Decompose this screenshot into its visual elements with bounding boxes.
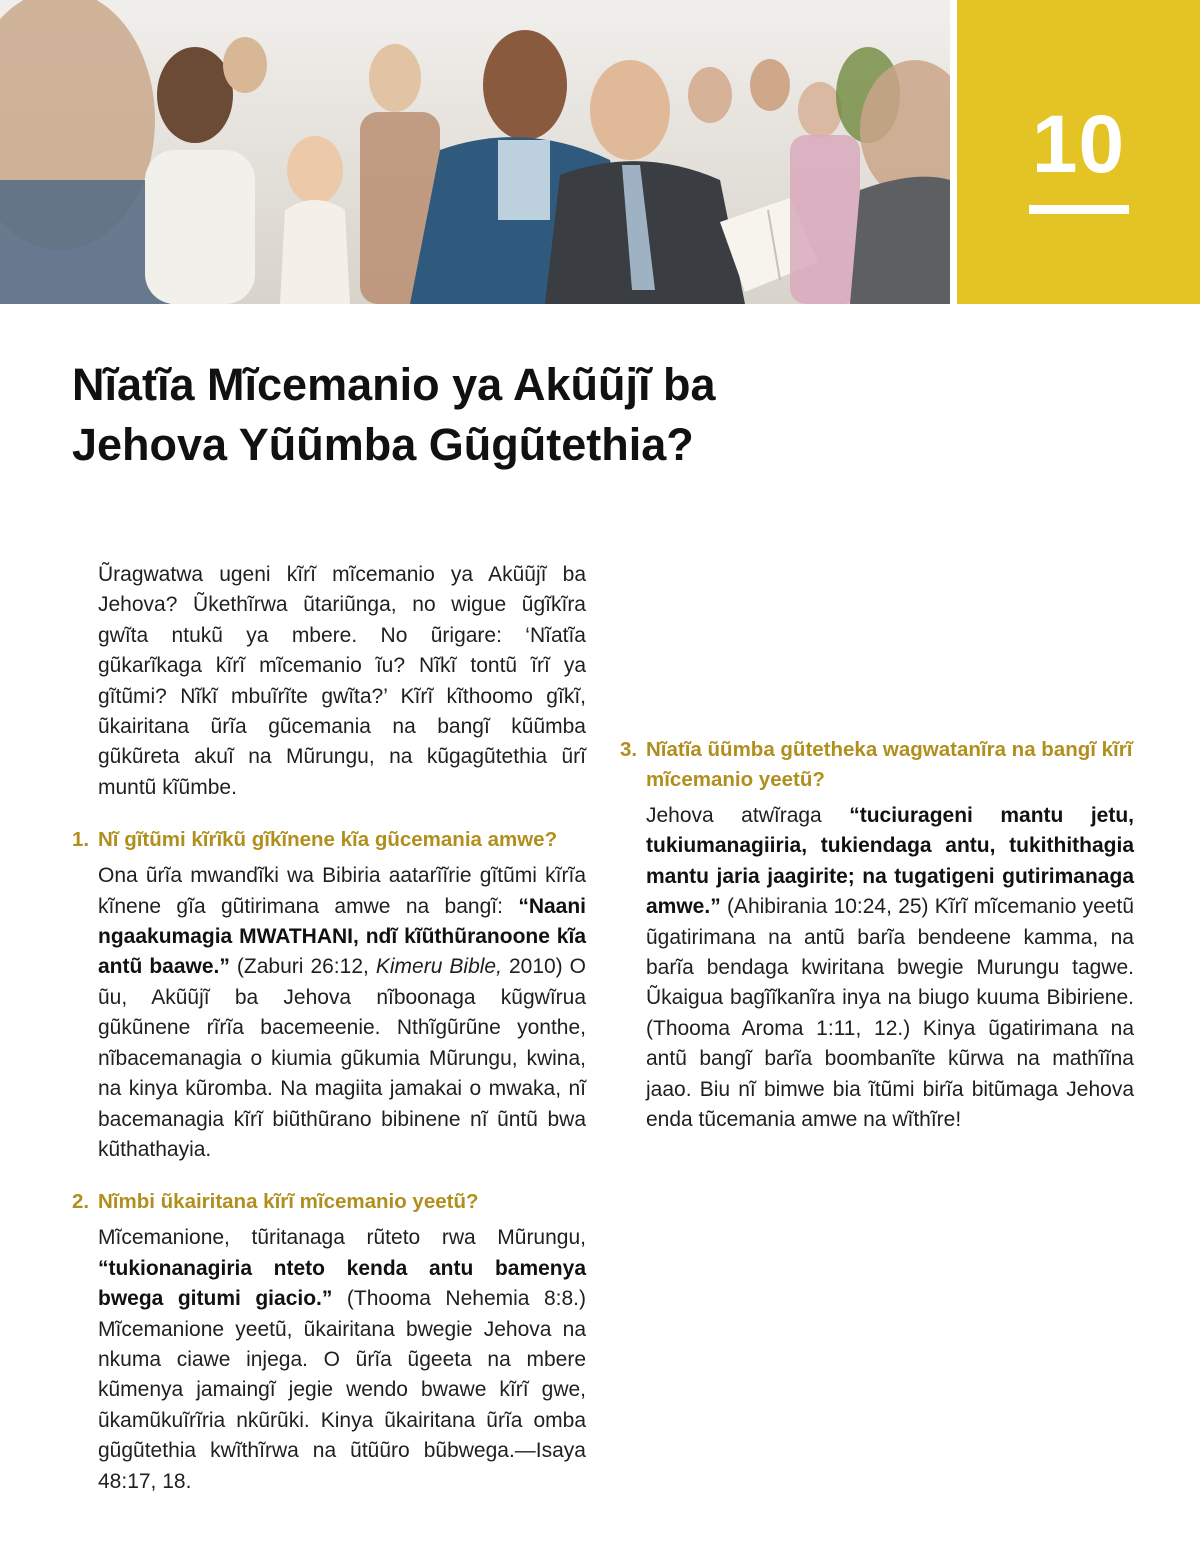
section-2-quote: “tukionanagiria nteto kenda antu bamenya bwega gitumi giacio.”: [98, 1256, 586, 1311]
column-right: [620, 735, 1134, 1135]
section-2-text-b: (Thooma Nehemia 8:8.) Mĩcemanione yeetũ, ũkairitana bwegie Jehova na nkuma ciawe injega. O ũrĩa ũgeeta na mbere kũmenya jamaingĩ jegie wendo bwawe kĩrĩ gwe, ũkamũkuĩrĩria nkũrũki. Kinya ũkairitana ũrĩa omba gũgũtethia kwĩthĩrwa na ũtũũro bũbwega.—Isaya 48:17, 18.: [98, 1287, 586, 1493]
question-2-text: Nĩmbi ũkairitana kĩrĩ mĩcemanio yeetũ?: [98, 1190, 479, 1214]
section-1-italic: Kimeru Bible,: [375, 955, 502, 979]
section-1-paragraph: [72, 861, 586, 1165]
column-left: [72, 560, 586, 1497]
section-3-paragraph: [620, 801, 1134, 1135]
question-1-text: Nĩ gĩtũmi kĩrĩkũ gĩkĩnene kĩa gũcemania amwe?: [98, 828, 558, 852]
question-1: [72, 825, 586, 855]
section-1-text-c: 2010) O ũu, Akũũjĩ ba Jehova nĩboonaga kũgwĩrua gũkũnene rĩrĩa bacemeenie. Nthĩgũrũne yonthe, nĩbacemanagia o kiumia gũkumia Mũrungu, kwina, na kinya kũromba. Na magiita jamakai o mwaka, nĩ bacemanagia kĩrĩ biũthũrano bibinene nĩ ũntũ bwa kũthathayia.: [98, 955, 587, 1161]
page-title: Nĩatĩa Mĩcemanio ya Akũũjĩ ba Jehova Yũũmba Gũgũtethia?: [72, 359, 716, 470]
chapter-badge: [957, 0, 1200, 304]
section-2-text-a: Mĩcemanione, tũritanaga rũteto rwa Mũrungu,: [98, 1226, 586, 1250]
section-1-text-b: (Zaburi 26:12,: [229, 955, 376, 979]
question-3: [620, 735, 1134, 795]
question-3-number: 3.: [620, 738, 638, 761]
question-2: [72, 1187, 586, 1217]
section-3-text-a: Jehova atwĩraga: [646, 804, 850, 827]
question-1-number: 1.: [72, 828, 90, 852]
section-1-text-a: Ona ũrĩa mwandĩki wa Bibiria aatarĩĩrie gĩtũmi kĩrĩa kĩnene gĩa gũtirimana amwe na bangĩ:: [98, 864, 586, 918]
question-3-text: Nĩatĩa ũũmba gũtetheka wagwatanĩra na bangĩ kĩrĩ mĩcemanio yeetũ?: [646, 738, 1133, 791]
intro-paragraph: Ũragwatwa ugeni kĩrĩ mĩcemanio ya Akũũjĩ ba Jehova? Ũkethĩrwa ũtariũnga, no wigue ũgĩkĩra gwĩta ntukũ ya mbere. No ũrigare: ‘Nĩatĩa gũkarĩkaga kĩrĩ mĩcemanio ĩu? Nĩkĩ tontũ ĩrĩ ya gĩtũmi? Nĩkĩ mbuĩrĩte gwĩta?’ Kĩrĩ kĩthoomo gĩkĩ, ũkairitana ũrĩa gũcemania na bangĩ kũũmba gũkũreta akuĩ na Mũrungu, na kũgagũtethia ũrĩ muntũ kĩũmbe.: [98, 563, 586, 799]
section-3-quote: “tuciurageni mantu jetu, tukiumanagiiria, tukiendaga antu, tukithithagia mantu jaria jaagirite; na tugatigeni gutirimanaga amwe.”: [646, 804, 1134, 919]
hero-photo: [0, 0, 950, 304]
meeting-photo-illustration: [0, 0, 950, 304]
section-2-paragraph: [72, 1223, 586, 1497]
chapter-rule: [1029, 205, 1129, 214]
question-2-number: 2.: [72, 1190, 90, 1214]
section-1-quote: “Naani ngaakumagia MWATHANI, ndĩ kĩũthũranoone kĩa antũ baawe.”: [98, 894, 586, 979]
section-3-text-b: (Ahibirania 10:24, 25) Kĩrĩ mĩcemanio yeetũ ũgatirimana na antũ barĩa bendeene kamma, na barĩa bendaga kwiritana bwegie Murungu tagwe. Ũkaigua bagĩĩkanĩra inya na biugo kuuma Bibiriene. (Thooma Aroma 1:11, 12.) Kinya ũgatirimana na antũ bangĩ barĩa boombanĩte kũrwa na mathĩĩna jaao. Biu nĩ bimwe bia ĩtũmi birĩa bitũmaga Jehova enda tũcemania amwe na wĩthĩre!: [646, 895, 1134, 1132]
chapter-number: 10: [1031, 99, 1126, 190]
